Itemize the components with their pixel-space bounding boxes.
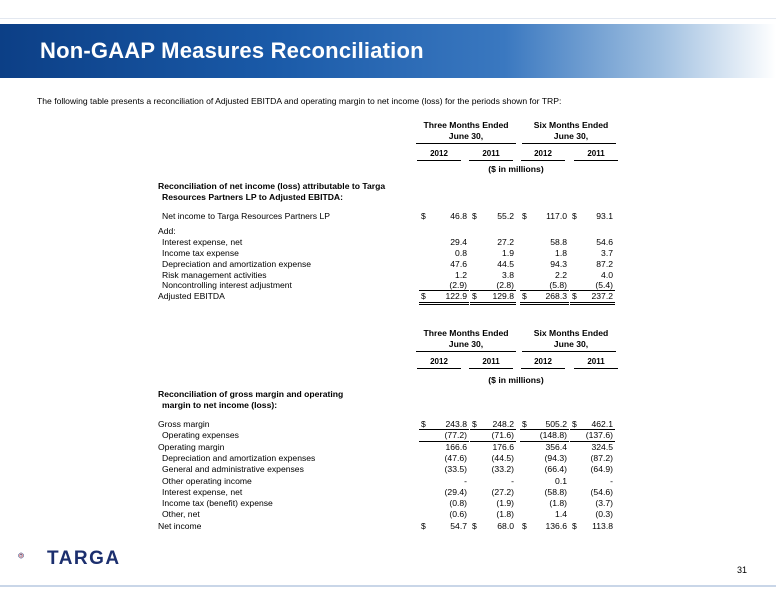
header-underline [522, 143, 616, 144]
total-rule [419, 441, 469, 442]
row-label: General and administrative expenses [162, 464, 304, 474]
row-value: (1.8) [496, 509, 514, 519]
row-value: (87.2) [590, 453, 613, 463]
row-label: Add: [158, 226, 176, 236]
row-value: 117.0 [546, 211, 567, 221]
section-title: Reconciliation of net income (loss) attributable to Targa [158, 181, 386, 191]
row-value: (33.2) [491, 464, 514, 474]
row-value: 4.0 [601, 270, 613, 280]
total-rule [470, 441, 516, 442]
table-row [156, 211, 616, 222]
row-value: 3.7 [601, 248, 613, 258]
row-value: (33.5) [444, 464, 467, 474]
total-rule [520, 429, 569, 430]
row-label: Income tax expense [162, 248, 239, 258]
footer-divider [0, 585, 776, 587]
period-subheader-three-months: June 30, [448, 131, 484, 141]
row-value: 122.9 [445, 291, 467, 301]
operating-margin-table [156, 328, 616, 543]
row-value: 29.4 [450, 237, 467, 247]
row-value: 93.1 [596, 211, 613, 221]
row-label: Other operating income [162, 476, 252, 486]
year-underline [574, 160, 618, 161]
row-value: 166.6 [445, 442, 467, 452]
row-value: - [464, 476, 467, 486]
targa-logo-icon [18, 543, 44, 569]
dollar-sign: $ [421, 419, 426, 429]
row-value: 2.2 [555, 270, 567, 280]
row-label: Net income [158, 521, 202, 531]
row-value: (148.8) [539, 430, 567, 440]
year-header: 2011 [482, 149, 500, 158]
dollar-sign: $ [572, 211, 577, 221]
row-value: 54.7 [450, 521, 467, 531]
year-header: 2011 [587, 357, 605, 366]
row-value: 237.2 [591, 291, 613, 301]
section-title: margin to net income (loss): [162, 400, 278, 410]
total-rule [570, 302, 615, 305]
total-rule [570, 429, 615, 430]
row-value: 87.2 [596, 259, 613, 269]
total-rule [470, 290, 516, 291]
row-value: 1.9 [502, 248, 514, 258]
row-label: Adjusted EBITDA [158, 291, 225, 301]
dollar-sign: $ [472, 521, 477, 531]
year-underline [469, 160, 513, 161]
row-value: (27.2) [491, 487, 514, 497]
dollar-sign: $ [522, 211, 527, 221]
total-rule [419, 302, 469, 305]
year-underline [521, 160, 565, 161]
dollar-sign: $ [421, 211, 426, 221]
dollar-sign: $ [421, 291, 426, 301]
row-value: 47.6 [450, 259, 467, 269]
year-header: 2011 [482, 357, 500, 366]
period-header-three-months: Three Months Ended [423, 328, 509, 338]
intro-text: The following table presents a reconciliation of Adjusted EBITDA and operating margin to net income (loss) for the periods shown for TRP: [37, 96, 562, 106]
row-value: 136.6 [545, 521, 567, 531]
year-underline [574, 368, 618, 369]
row-value: (71.6) [491, 430, 514, 440]
dollar-sign: $ [572, 419, 577, 429]
row-label: Operating expenses [162, 430, 239, 440]
table-row [156, 476, 616, 487]
row-value: 94.3 [550, 259, 567, 269]
row-label: Interest expense, net [162, 237, 243, 247]
row-label: Net income to Targa Resources Partners LP [162, 211, 330, 221]
row-value: (0.6) [449, 509, 467, 519]
section-title: Resources Partners LP to Adjusted EBITDA: [162, 192, 343, 202]
row-value: - [511, 476, 514, 486]
row-value: 1.2 [455, 270, 467, 280]
table-row [156, 430, 616, 441]
row-label: Depreciation and amortization expense [162, 259, 312, 269]
year-underline [469, 368, 513, 369]
row-value: (5.4) [595, 280, 613, 290]
total-rule [419, 429, 469, 430]
period-header-three-months: Three Months Ended [423, 120, 509, 130]
row-value: 68.0 [497, 521, 514, 531]
period-subheader-six-months: June 30, [553, 131, 589, 141]
row-value: 324.5 [591, 442, 613, 452]
header-underline [416, 351, 516, 352]
row-value: 113.8 [592, 521, 613, 531]
year-header: 2011 [587, 149, 605, 158]
dollar-sign: $ [472, 211, 477, 221]
units-label: ($ in millions) [488, 375, 544, 385]
row-value: (3.7) [595, 498, 613, 508]
total-rule [470, 429, 516, 430]
row-value: 356.4 [545, 442, 567, 452]
dollar-sign: $ [522, 419, 527, 429]
row-value: 268.3 [545, 291, 567, 301]
row-label: Income tax (benefit) expense [162, 498, 273, 508]
row-label: Depreciation and amortization expenses [162, 453, 316, 463]
header-underline [522, 351, 616, 352]
period-header-six-months: Six Months Ended [533, 120, 609, 130]
row-value: (29.4) [444, 487, 467, 497]
row-value: (77.2) [444, 430, 467, 440]
row-value: (47.6) [444, 453, 467, 463]
row-value: 3.8 [502, 270, 514, 280]
row-value: (0.3) [595, 509, 613, 519]
units-label: ($ in millions) [488, 164, 544, 174]
adjusted-ebitda-table [156, 120, 616, 315]
row-value: 0.1 [555, 476, 567, 486]
dollar-sign: $ [572, 521, 577, 531]
row-value: (44.5) [491, 453, 514, 463]
row-value: (64.9) [590, 464, 613, 474]
row-value: 505.2 [545, 419, 567, 429]
row-value: (1.9) [496, 498, 514, 508]
row-value: - [610, 476, 613, 486]
total-rule [570, 290, 615, 291]
total-rule [470, 302, 516, 305]
row-value: 54.6 [596, 237, 613, 247]
top-divider [0, 18, 776, 19]
year-underline [417, 160, 461, 161]
row-value: 55.2 [497, 211, 514, 221]
row-value: 44.5 [497, 259, 514, 269]
period-header-six-months: Six Months Ended [533, 328, 609, 338]
row-value: 58.8 [550, 237, 567, 247]
row-value: (66.4) [544, 464, 567, 474]
total-rule [520, 290, 569, 291]
dollar-sign: $ [522, 291, 527, 301]
period-subheader-six-months: June 30, [553, 339, 589, 349]
section-title: Reconciliation of gross margin and operating [158, 389, 344, 399]
page-number: 31 [737, 565, 748, 575]
row-value: (2.8) [496, 280, 514, 290]
year-header: 2012 [534, 357, 552, 366]
row-value: 1.8 [555, 248, 567, 258]
year-header: 2012 [430, 149, 448, 158]
total-rule [419, 290, 469, 291]
row-value: (137.6) [585, 430, 613, 440]
dollar-sign: $ [472, 291, 477, 301]
total-rule [570, 441, 615, 442]
row-value: (94.3) [544, 453, 567, 463]
row-value: 243.8 [445, 419, 467, 429]
row-value: (1.8) [549, 498, 567, 508]
total-rule [520, 302, 569, 305]
table-row [156, 487, 616, 498]
year-header: 2012 [430, 357, 448, 366]
year-header: 2012 [534, 149, 552, 158]
header-underline [416, 143, 516, 144]
row-label: Other, net [162, 509, 200, 519]
year-underline [417, 368, 461, 369]
dollar-sign: $ [522, 521, 527, 531]
row-value: 1.4 [555, 509, 567, 519]
table-row [156, 453, 616, 464]
year-underline [521, 368, 565, 369]
table-row [156, 226, 616, 237]
table-row [156, 237, 616, 248]
dollar-sign: $ [421, 521, 426, 531]
total-rule [520, 441, 569, 442]
row-label: Interest expense, net [162, 487, 243, 497]
table-row [156, 521, 616, 532]
page-title: Non-GAAP Measures Reconciliation [40, 38, 424, 63]
table-row [156, 498, 616, 509]
row-value: (54.6) [590, 487, 613, 497]
row-value: 0.8 [455, 248, 467, 258]
row-label: Gross margin [158, 419, 210, 429]
period-subheader-three-months: June 30, [448, 339, 484, 349]
row-label: Noncontrolling interest adjustment [162, 280, 292, 290]
logo-wordmark: TARGA [47, 548, 121, 569]
row-value: 129.8 [492, 291, 514, 301]
table-row [156, 248, 616, 259]
row-value: 27.2 [497, 237, 514, 247]
table-row [156, 509, 616, 520]
row-value: (0.8) [449, 498, 467, 508]
row-label: Operating margin [158, 442, 225, 452]
table-row [156, 291, 616, 302]
dollar-sign: $ [572, 291, 577, 301]
row-value: 248.2 [492, 419, 514, 429]
row-value: 46.8 [450, 211, 467, 221]
row-value: (2.9) [449, 280, 467, 290]
table-row [156, 464, 616, 475]
row-value: (58.8) [544, 487, 567, 497]
row-label: Risk management activities [162, 270, 267, 280]
title-banner [0, 24, 776, 78]
dollar-sign: $ [472, 419, 477, 429]
table-row [156, 259, 616, 270]
table-row [156, 442, 616, 453]
row-value: (5.8) [549, 280, 567, 290]
row-value: 176.6 [492, 442, 514, 452]
row-value: 462.1 [591, 419, 613, 429]
